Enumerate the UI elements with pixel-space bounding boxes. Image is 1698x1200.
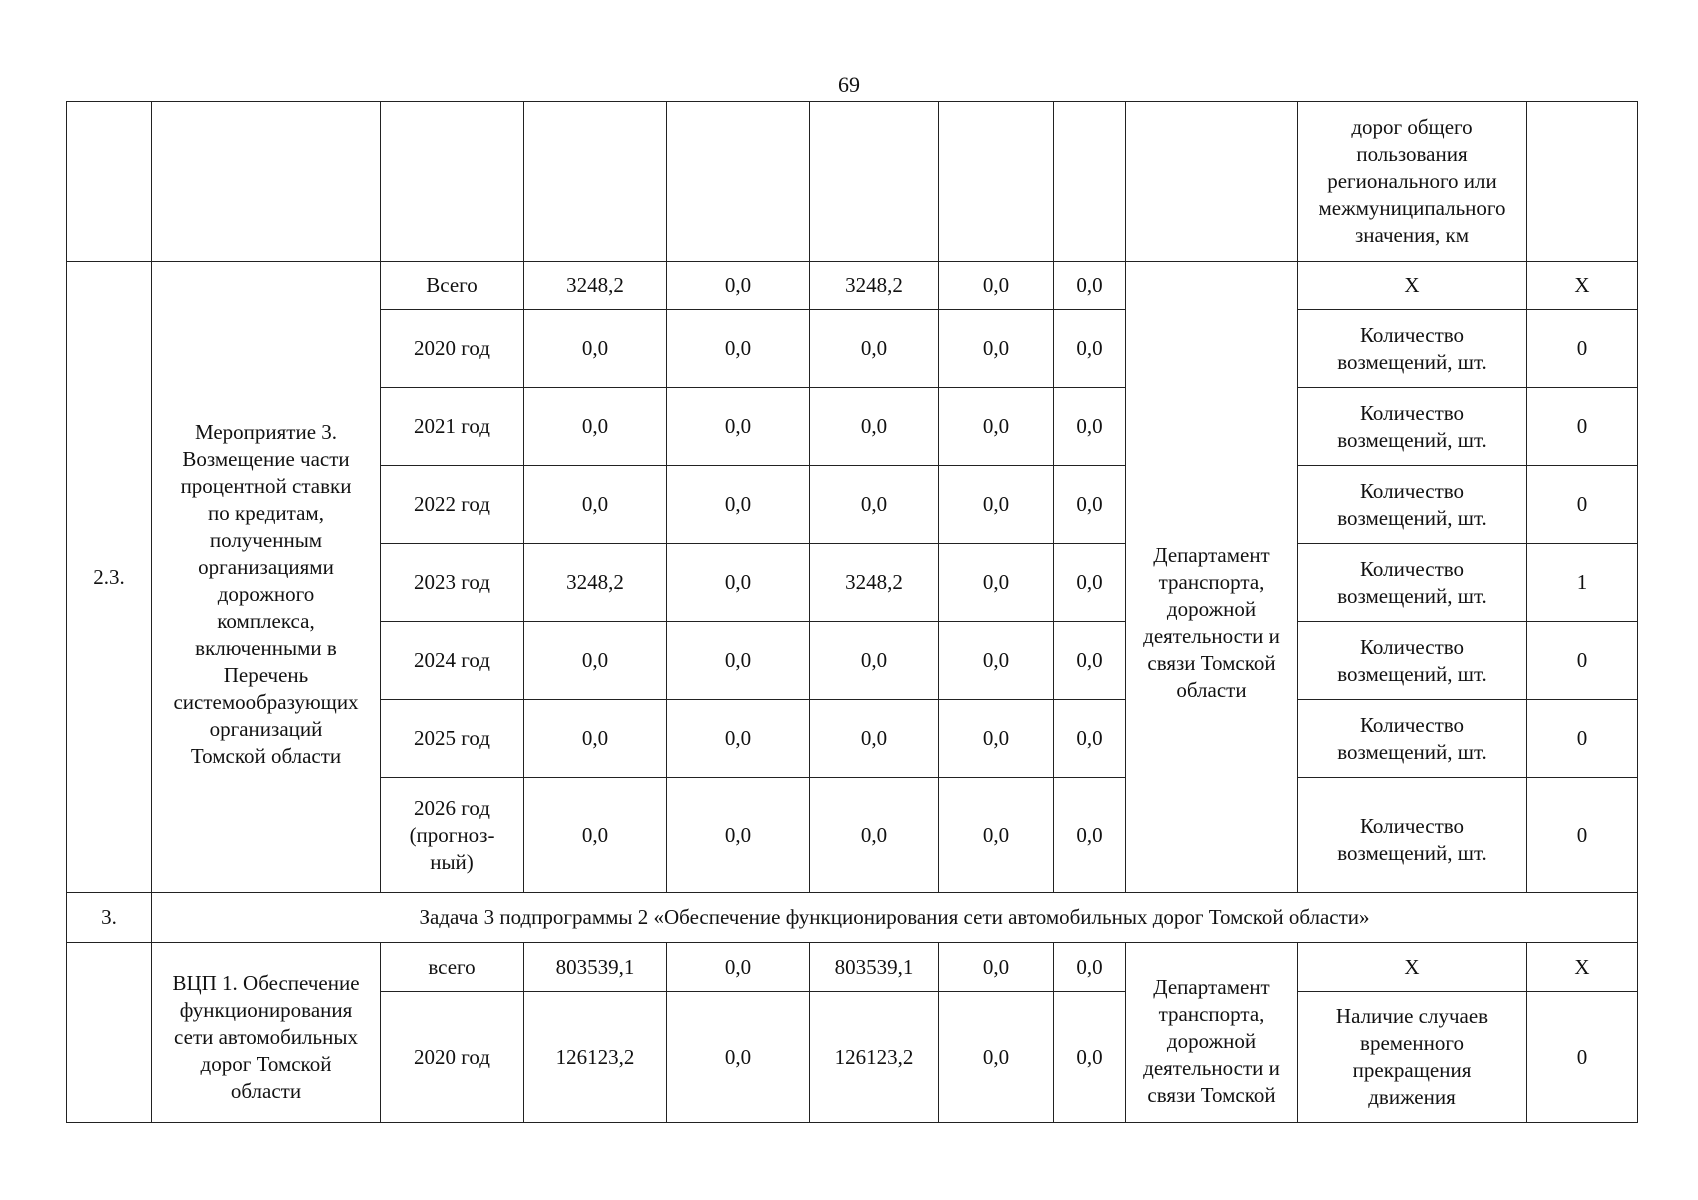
regional-cell: 3248,2	[810, 262, 939, 310]
indicator-cell: X	[1298, 262, 1527, 310]
indicator-cell: Количество возмещений, шт.	[1298, 388, 1527, 466]
indicator-cell: Количество возмещений, шт.	[1298, 622, 1527, 700]
value-cell: 0	[1527, 700, 1638, 778]
other-cell: 0,0	[1054, 943, 1126, 992]
federal-cell: 0,0	[667, 943, 810, 992]
table-cell	[524, 102, 667, 262]
period-cell: 2022 год	[381, 466, 524, 544]
vcp-row	[67, 943, 1638, 992]
value-cell: 1	[1527, 544, 1638, 622]
other-cell: 0,0	[1054, 262, 1126, 310]
local-cell: 0,0	[939, 466, 1054, 544]
indicator-cell: Количество возмещений, шт.	[1298, 310, 1527, 388]
table-cell	[67, 943, 152, 1123]
total-cell: 3248,2	[524, 262, 667, 310]
local-cell: 0,0	[939, 992, 1054, 1123]
regional-cell: 0,0	[810, 310, 939, 388]
vcp-name: ВЦП 1. Обеспечение функционирования сети автомобильных дорог Томской области	[152, 943, 381, 1123]
value-cell: 0	[1527, 992, 1638, 1123]
federal-cell: 0,0	[667, 310, 810, 388]
table-cell	[152, 102, 381, 262]
value-cell: 0	[1527, 622, 1638, 700]
indicator-cell: Количество возмещений, шт.	[1298, 700, 1527, 778]
federal-cell: 0,0	[667, 262, 810, 310]
indicator-cell: дорог общего пользования регионального или межмуниципального значения, км	[1298, 102, 1527, 262]
federal-cell: 0,0	[667, 388, 810, 466]
total-cell: 803539,1	[524, 943, 667, 992]
other-cell: 0,0	[1054, 388, 1126, 466]
federal-cell: 0,0	[667, 992, 810, 1123]
other-cell: 0,0	[1054, 544, 1126, 622]
period-cell: Всего	[381, 262, 524, 310]
total-cell: 0,0	[524, 388, 667, 466]
period-cell: 2020 год	[381, 992, 524, 1123]
task-row	[67, 893, 1638, 943]
indicator-cell: X	[1298, 943, 1527, 992]
regional-cell: 0,0	[810, 700, 939, 778]
table-cell	[67, 102, 152, 262]
value-cell: 0	[1527, 466, 1638, 544]
regional-cell: 126123,2	[810, 992, 939, 1123]
table-cell	[1054, 102, 1126, 262]
period-cell: 2021 год	[381, 388, 524, 466]
period-cell: 2023 год	[381, 544, 524, 622]
indicator-cell: Наличие случаев временного прекращения движения	[1298, 992, 1527, 1123]
table-cell	[381, 102, 524, 262]
total-cell: 0,0	[524, 622, 667, 700]
total-cell: 0,0	[524, 778, 667, 893]
table-cell	[810, 102, 939, 262]
other-cell: 0,0	[1054, 622, 1126, 700]
regional-cell: 803539,1	[810, 943, 939, 992]
local-cell: 0,0	[939, 388, 1054, 466]
measure-number: 2.3.	[67, 262, 152, 893]
regional-cell: 0,0	[810, 622, 939, 700]
continuation-row	[67, 102, 1638, 262]
table-cell	[939, 102, 1054, 262]
value-cell: X	[1527, 262, 1638, 310]
period-cell: 2025 год	[381, 700, 524, 778]
other-cell: 0,0	[1054, 466, 1126, 544]
regional-cell: 0,0	[810, 388, 939, 466]
period-cell: всего	[381, 943, 524, 992]
federal-cell: 0,0	[667, 778, 810, 893]
table-cell	[667, 102, 810, 262]
local-cell: 0,0	[939, 700, 1054, 778]
total-cell: 126123,2	[524, 992, 667, 1123]
local-cell: 0,0	[939, 943, 1054, 992]
value-cell: 0	[1527, 310, 1638, 388]
local-cell: 0,0	[939, 778, 1054, 893]
task-number: 3.	[67, 893, 152, 943]
regional-cell: 0,0	[810, 778, 939, 893]
value-cell: 0	[1527, 778, 1638, 893]
indicator-cell: Количество возмещений, шт.	[1298, 544, 1527, 622]
program-table	[66, 101, 1638, 1123]
total-cell: 0,0	[524, 700, 667, 778]
other-cell: 0,0	[1054, 992, 1126, 1123]
period-cell: 2024 год	[381, 622, 524, 700]
value-cell: X	[1527, 943, 1638, 992]
local-cell: 0,0	[939, 622, 1054, 700]
regional-cell: 0,0	[810, 466, 939, 544]
value-cell: 0	[1527, 388, 1638, 466]
table-cell	[1527, 102, 1638, 262]
other-cell: 0,0	[1054, 310, 1126, 388]
period-cell: 2026 год (прогноз- ный)	[381, 778, 524, 893]
other-cell: 0,0	[1054, 778, 1126, 893]
federal-cell: 0,0	[667, 544, 810, 622]
measure-name: Мероприятие 3. Возмещение части процентной ставки по кредитам, полученным организациями дорожного комплекса, включенными в Перечень системообразующих организаций Томской области	[152, 262, 381, 893]
other-cell: 0,0	[1054, 700, 1126, 778]
indicator-cell: Количество возмещений, шт.	[1298, 466, 1527, 544]
federal-cell: 0,0	[667, 466, 810, 544]
local-cell: 0,0	[939, 310, 1054, 388]
task-title: Задача 3 подпрограммы 2 «Обеспечение функционирования сети автомобильных дорог Томской области»	[152, 893, 1638, 943]
indicator-cell: Количество возмещений, шт.	[1298, 778, 1527, 893]
measure-row	[67, 262, 1638, 310]
executor-cell: Департамент транспорта, дорожной деятельности и связи Томской области	[1126, 262, 1298, 893]
vcp-executor: Департамент транспорта, дорожной деятельности и связи Томской	[1126, 943, 1298, 1123]
total-cell: 3248,2	[524, 544, 667, 622]
regional-cell: 3248,2	[810, 544, 939, 622]
period-cell: 2020 год	[381, 310, 524, 388]
local-cell: 0,0	[939, 262, 1054, 310]
page-number: 69	[838, 72, 860, 97]
total-cell: 0,0	[524, 466, 667, 544]
federal-cell: 0,0	[667, 700, 810, 778]
total-cell: 0,0	[524, 310, 667, 388]
federal-cell: 0,0	[667, 622, 810, 700]
local-cell: 0,0	[939, 544, 1054, 622]
table-cell	[1126, 102, 1298, 262]
